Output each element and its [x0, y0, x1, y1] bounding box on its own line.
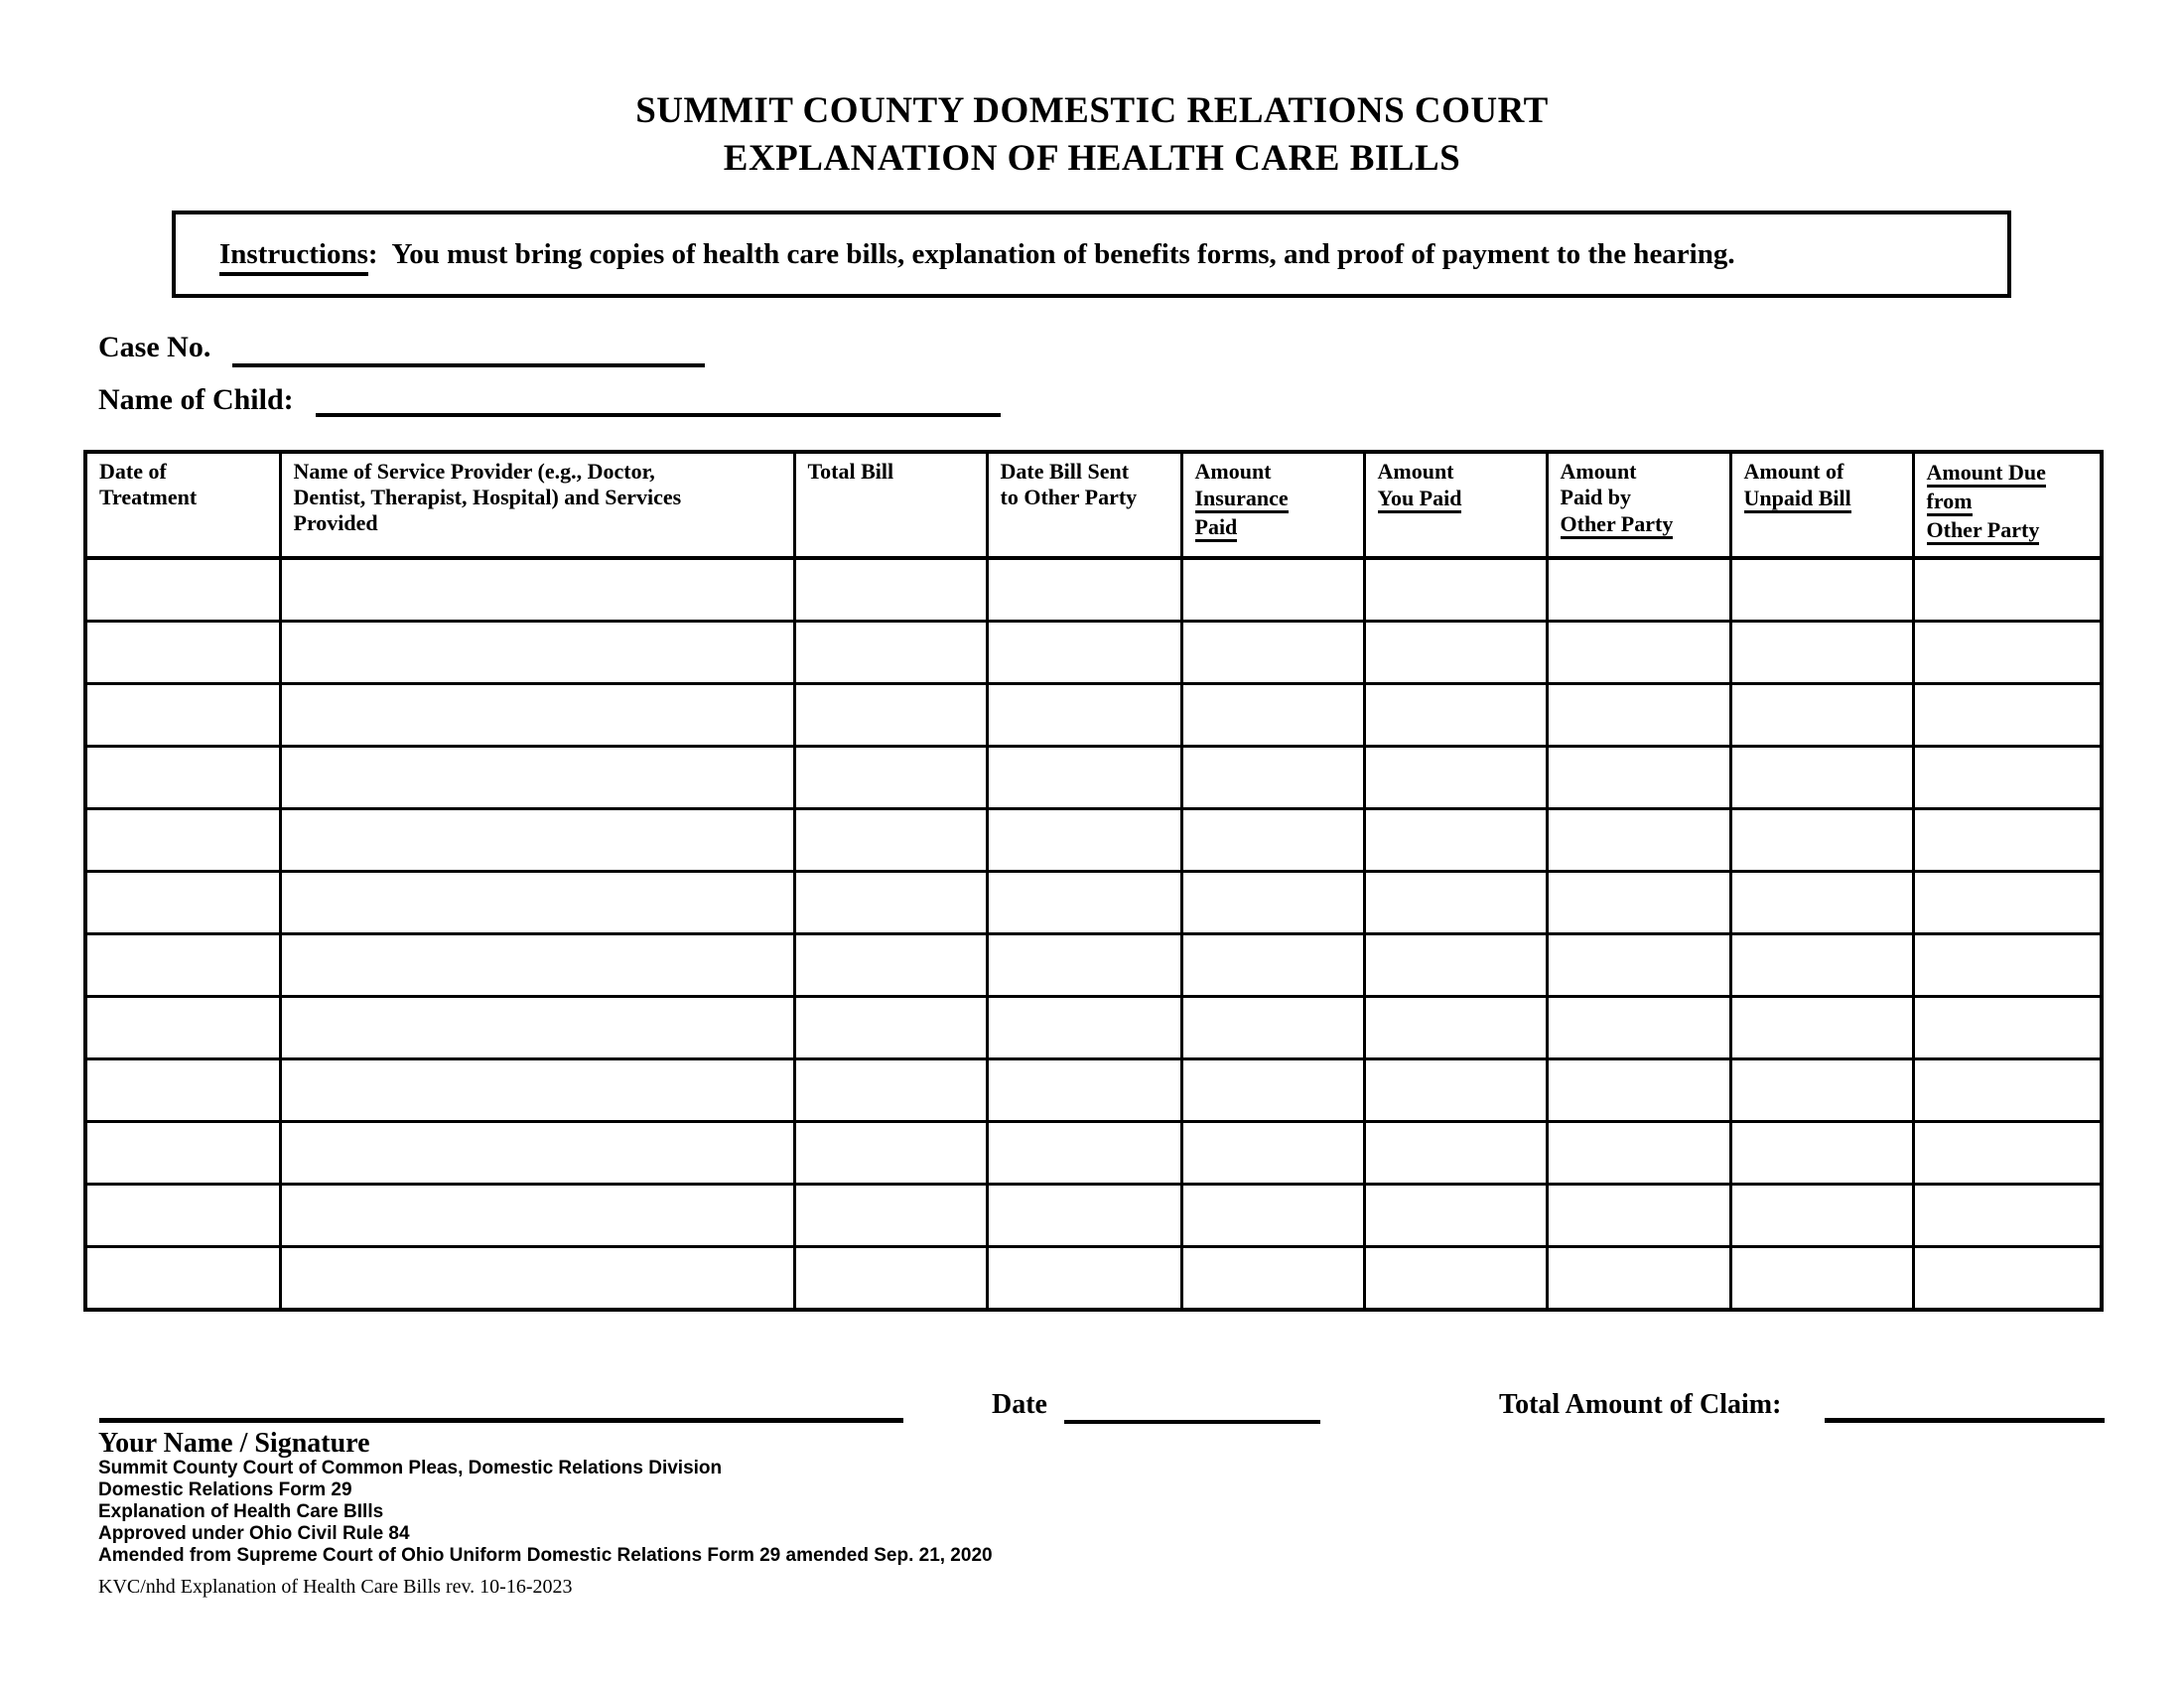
table-cell-amount-you-paid[interactable] — [1364, 1122, 1547, 1185]
table-cell-amount-unpaid-bill[interactable] — [1730, 622, 1913, 684]
table-cell-date-bill-sent[interactable] — [987, 997, 1181, 1059]
table-cell-amount-insurance-paid[interactable] — [1181, 872, 1364, 934]
table-cell-date-bill-sent[interactable] — [987, 1122, 1181, 1185]
total-claim-label: Total Amount of Claim: — [1499, 1389, 1782, 1420]
table-cell-total-bill[interactable] — [794, 747, 987, 809]
table-cell-service-provider[interactable] — [280, 1247, 794, 1311]
table-cell-amount-insurance-paid[interactable] — [1181, 622, 1364, 684]
table-row — [85, 622, 2102, 684]
footer-line: Amended from Supreme Court of Ohio Uniform Domestic Relations Form 29 amended Sep. 21, 2020 — [98, 1545, 993, 1566]
instructions-label: Instructions: — [219, 238, 378, 271]
footer-line: Summit County Court of Common Pleas, Domestic Relations Division — [98, 1458, 723, 1478]
table-row — [85, 747, 2102, 809]
table-cell-service-provider[interactable] — [280, 747, 794, 809]
form-title-line1: SUMMIT COUNTY DOMESTIC RELATIONS COURT — [635, 90, 1549, 131]
header-date-bill-sent: Date Bill Sent to Other Party — [987, 452, 1181, 558]
table-cell-amount-paid-by-other-party[interactable] — [1547, 934, 1730, 997]
table-cell-total-bill[interactable] — [794, 1185, 987, 1247]
table-cell-service-provider[interactable] — [280, 934, 794, 997]
name-of-child-label: Name of Child: — [98, 383, 294, 416]
table-row — [85, 872, 2102, 934]
table-cell-date-bill-sent[interactable] — [987, 1185, 1181, 1247]
case-no-blank[interactable] — [232, 328, 705, 367]
table-cell-date-bill-sent[interactable] — [987, 1247, 1181, 1311]
table-cell-date-bill-sent[interactable] — [987, 809, 1181, 872]
table-row — [85, 997, 2102, 1059]
table-cell-date-bill-sent[interactable] — [987, 872, 1181, 934]
header-amount-unpaid-bill: Amount of Unpaid Bill — [1730, 452, 1913, 558]
table-cell-amount-due-from-other-party[interactable] — [1913, 809, 2102, 872]
table-cell-amount-paid-by-other-party[interactable] — [1547, 1059, 1730, 1122]
table-cell-amount-unpaid-bill[interactable] — [1730, 558, 1913, 622]
table-cell-total-bill[interactable] — [794, 1247, 987, 1311]
table-cell-date-of-treatment[interactable] — [85, 997, 280, 1059]
table-cell-service-provider[interactable] — [280, 1185, 794, 1247]
table-cell-amount-unpaid-bill[interactable] — [1730, 1059, 1913, 1122]
table-cell-amount-insurance-paid[interactable] — [1181, 1185, 1364, 1247]
table-cell-amount-you-paid[interactable] — [1364, 747, 1547, 809]
table-cell-amount-insurance-paid[interactable] — [1181, 997, 1364, 1059]
table-cell-total-bill[interactable] — [794, 934, 987, 997]
instructions-box — [172, 211, 2011, 298]
table-cell-date-of-treatment[interactable] — [85, 934, 280, 997]
table-cell-amount-insurance-paid[interactable] — [1181, 684, 1364, 747]
table-header-row — [85, 452, 2102, 558]
table-cell-date-of-treatment[interactable] — [85, 747, 280, 809]
table-cell-amount-you-paid[interactable] — [1364, 934, 1547, 997]
footer-line: Explanation of Health Care BIlls — [98, 1501, 384, 1522]
table-cell-amount-insurance-paid[interactable] — [1181, 747, 1364, 809]
table-cell-date-of-treatment[interactable] — [85, 1247, 280, 1311]
table-cell-amount-due-from-other-party[interactable] — [1913, 1247, 2102, 1311]
table-cell-date-of-treatment[interactable] — [85, 1059, 280, 1122]
table-cell-amount-paid-by-other-party[interactable] — [1547, 1247, 1730, 1311]
table-cell-total-bill[interactable] — [794, 1122, 987, 1185]
table-cell-date-bill-sent[interactable] — [987, 622, 1181, 684]
table-cell-amount-due-from-other-party[interactable] — [1913, 684, 2102, 747]
table-cell-amount-you-paid[interactable] — [1364, 809, 1547, 872]
form-title-line2: EXPLANATION OF HEALTH CARE BILLS — [723, 138, 1461, 179]
table-row — [85, 1122, 2102, 1185]
your-name-signature-label: Your Name / Signature — [98, 1428, 370, 1459]
table-row — [85, 1185, 2102, 1247]
table-cell-amount-unpaid-bill[interactable] — [1730, 1247, 1913, 1311]
table-cell-total-bill[interactable] — [794, 622, 987, 684]
table-row — [85, 809, 2102, 872]
date-blank[interactable] — [1064, 1384, 1320, 1424]
table-cell-service-provider[interactable] — [280, 1059, 794, 1122]
table-cell-service-provider[interactable] — [280, 1122, 794, 1185]
table-cell-amount-due-from-other-party[interactable] — [1913, 558, 2102, 622]
table-cell-amount-paid-by-other-party[interactable] — [1547, 558, 1730, 622]
table-cell-amount-unpaid-bill[interactable] — [1730, 872, 1913, 934]
header-amount-insurance-paid: Amount Insurance Paid — [1181, 452, 1364, 558]
table-cell-amount-you-paid[interactable] — [1364, 622, 1547, 684]
case-no-label: Case No. — [98, 331, 211, 363]
table-cell-amount-paid-by-other-party[interactable] — [1547, 747, 1730, 809]
table-cell-amount-due-from-other-party[interactable] — [1913, 1122, 2102, 1185]
table-cell-amount-paid-by-other-party[interactable] — [1547, 1185, 1730, 1247]
instructions-text: You must bring copies of health care bills, explanation of benefits forms, and proof of payment to the hearing. — [391, 237, 1735, 270]
table-row — [85, 1247, 2102, 1311]
table-cell-amount-you-paid[interactable] — [1364, 684, 1547, 747]
table-cell-amount-paid-by-other-party[interactable] — [1547, 622, 1730, 684]
date-label: Date — [992, 1389, 1047, 1420]
table-cell-service-provider[interactable] — [280, 809, 794, 872]
table-cell-date-bill-sent[interactable] — [987, 1059, 1181, 1122]
table-cell-date-of-treatment[interactable] — [85, 684, 280, 747]
table-cell-amount-insurance-paid[interactable] — [1181, 934, 1364, 997]
table-cell-service-provider[interactable] — [280, 684, 794, 747]
footer-line: Approved under Ohio Civil Rule 84 — [98, 1523, 410, 1544]
table-cell-date-of-treatment[interactable] — [85, 1185, 280, 1247]
table-cell-amount-you-paid[interactable] — [1364, 997, 1547, 1059]
table-cell-amount-insurance-paid[interactable] — [1181, 1247, 1364, 1311]
table-cell-date-of-treatment[interactable] — [85, 872, 280, 934]
header-amount-due-from-other-party: Amount Due from Other Party — [1913, 452, 2102, 558]
table-cell-date-bill-sent[interactable] — [987, 747, 1181, 809]
header-total-bill: Total Bill — [794, 452, 987, 558]
table-cell-total-bill[interactable] — [794, 1059, 987, 1122]
table-cell-total-bill[interactable] — [794, 997, 987, 1059]
table-cell-amount-insurance-paid[interactable] — [1181, 809, 1364, 872]
header-date-of-treatment: Date of Treatment — [85, 452, 280, 558]
table-row — [85, 1059, 2102, 1122]
table-cell-amount-due-from-other-party[interactable] — [1913, 747, 2102, 809]
table-cell-date-bill-sent[interactable] — [987, 934, 1181, 997]
table-cell-amount-you-paid[interactable] — [1364, 872, 1547, 934]
table-cell-amount-unpaid-bill[interactable] — [1730, 747, 1913, 809]
table-cell-date-bill-sent[interactable] — [987, 684, 1181, 747]
table-cell-amount-due-from-other-party[interactable] — [1913, 1059, 2102, 1122]
name-of-child-blank[interactable] — [316, 377, 1001, 417]
footer-line: Domestic Relations Form 29 — [98, 1479, 352, 1500]
table-row — [85, 934, 2102, 997]
table-cell-date-of-treatment[interactable] — [85, 1122, 280, 1185]
table-row — [85, 684, 2102, 747]
table-cell-amount-paid-by-other-party[interactable] — [1547, 872, 1730, 934]
table-cell-amount-you-paid[interactable] — [1364, 558, 1547, 622]
table-cell-service-provider[interactable] — [280, 872, 794, 934]
total-claim-blank[interactable] — [1825, 1382, 2105, 1423]
table-cell-service-provider[interactable] — [280, 997, 794, 1059]
table-cell-amount-paid-by-other-party[interactable] — [1547, 997, 1730, 1059]
table-cell-total-bill[interactable] — [794, 684, 987, 747]
table-cell-amount-you-paid[interactable] — [1364, 1185, 1547, 1247]
table-cell-service-provider[interactable] — [280, 558, 794, 622]
table-cell-total-bill[interactable] — [794, 809, 987, 872]
table-cell-amount-you-paid[interactable] — [1364, 1059, 1547, 1122]
table-cell-amount-unpaid-bill[interactable] — [1730, 809, 1913, 872]
form-title — [0, 87, 2184, 183]
table-cell-amount-due-from-other-party[interactable] — [1913, 622, 2102, 684]
table-cell-total-bill[interactable] — [794, 872, 987, 934]
table-cell-amount-insurance-paid[interactable] — [1181, 1122, 1364, 1185]
table-cell-amount-due-from-other-party[interactable] — [1913, 997, 2102, 1059]
signature-blank[interactable] — [99, 1382, 903, 1423]
table-cell-total-bill[interactable] — [794, 558, 987, 622]
table-cell-amount-due-from-other-party[interactable] — [1913, 1185, 2102, 1247]
table-cell-amount-unpaid-bill[interactable] — [1730, 684, 1913, 747]
table-cell-amount-you-paid[interactable] — [1364, 1247, 1547, 1311]
revision-note: KVC/nhd Explanation of Health Care Bills rev. 10-16-2023 — [98, 1576, 573, 1598]
table-cell-amount-paid-by-other-party[interactable] — [1547, 809, 1730, 872]
table-cell-amount-unpaid-bill[interactable] — [1730, 1185, 1913, 1247]
table-cell-amount-due-from-other-party[interactable] — [1913, 872, 2102, 934]
table-row — [85, 558, 2102, 622]
table-cell-date-of-treatment[interactable] — [85, 809, 280, 872]
table-cell-amount-paid-by-other-party[interactable] — [1547, 1122, 1730, 1185]
table-cell-amount-unpaid-bill[interactable] — [1730, 1122, 1913, 1185]
table-cell-date-of-treatment[interactable] — [85, 622, 280, 684]
table-cell-amount-unpaid-bill[interactable] — [1730, 997, 1913, 1059]
health-care-bills-table — [83, 450, 2104, 1312]
table-cell-date-bill-sent[interactable] — [987, 558, 1181, 622]
table-cell-amount-unpaid-bill[interactable] — [1730, 934, 1913, 997]
table-cell-amount-insurance-paid[interactable] — [1181, 1059, 1364, 1122]
table-cell-amount-insurance-paid[interactable] — [1181, 558, 1364, 622]
table-cell-amount-due-from-other-party[interactable] — [1913, 934, 2102, 997]
table-cell-service-provider[interactable] — [280, 622, 794, 684]
header-amount-you-paid: Amount You Paid — [1364, 452, 1547, 558]
table-cell-amount-paid-by-other-party[interactable] — [1547, 684, 1730, 747]
header-service-provider: Name of Service Provider (e.g., Doctor, Dentist, Therapist, Hospital) and Services Provided — [280, 452, 794, 558]
table-cell-date-of-treatment[interactable] — [85, 558, 280, 622]
header-amount-paid-by-other-party: Amount Paid by Other Party — [1547, 452, 1730, 558]
footer — [98, 1458, 993, 1598]
